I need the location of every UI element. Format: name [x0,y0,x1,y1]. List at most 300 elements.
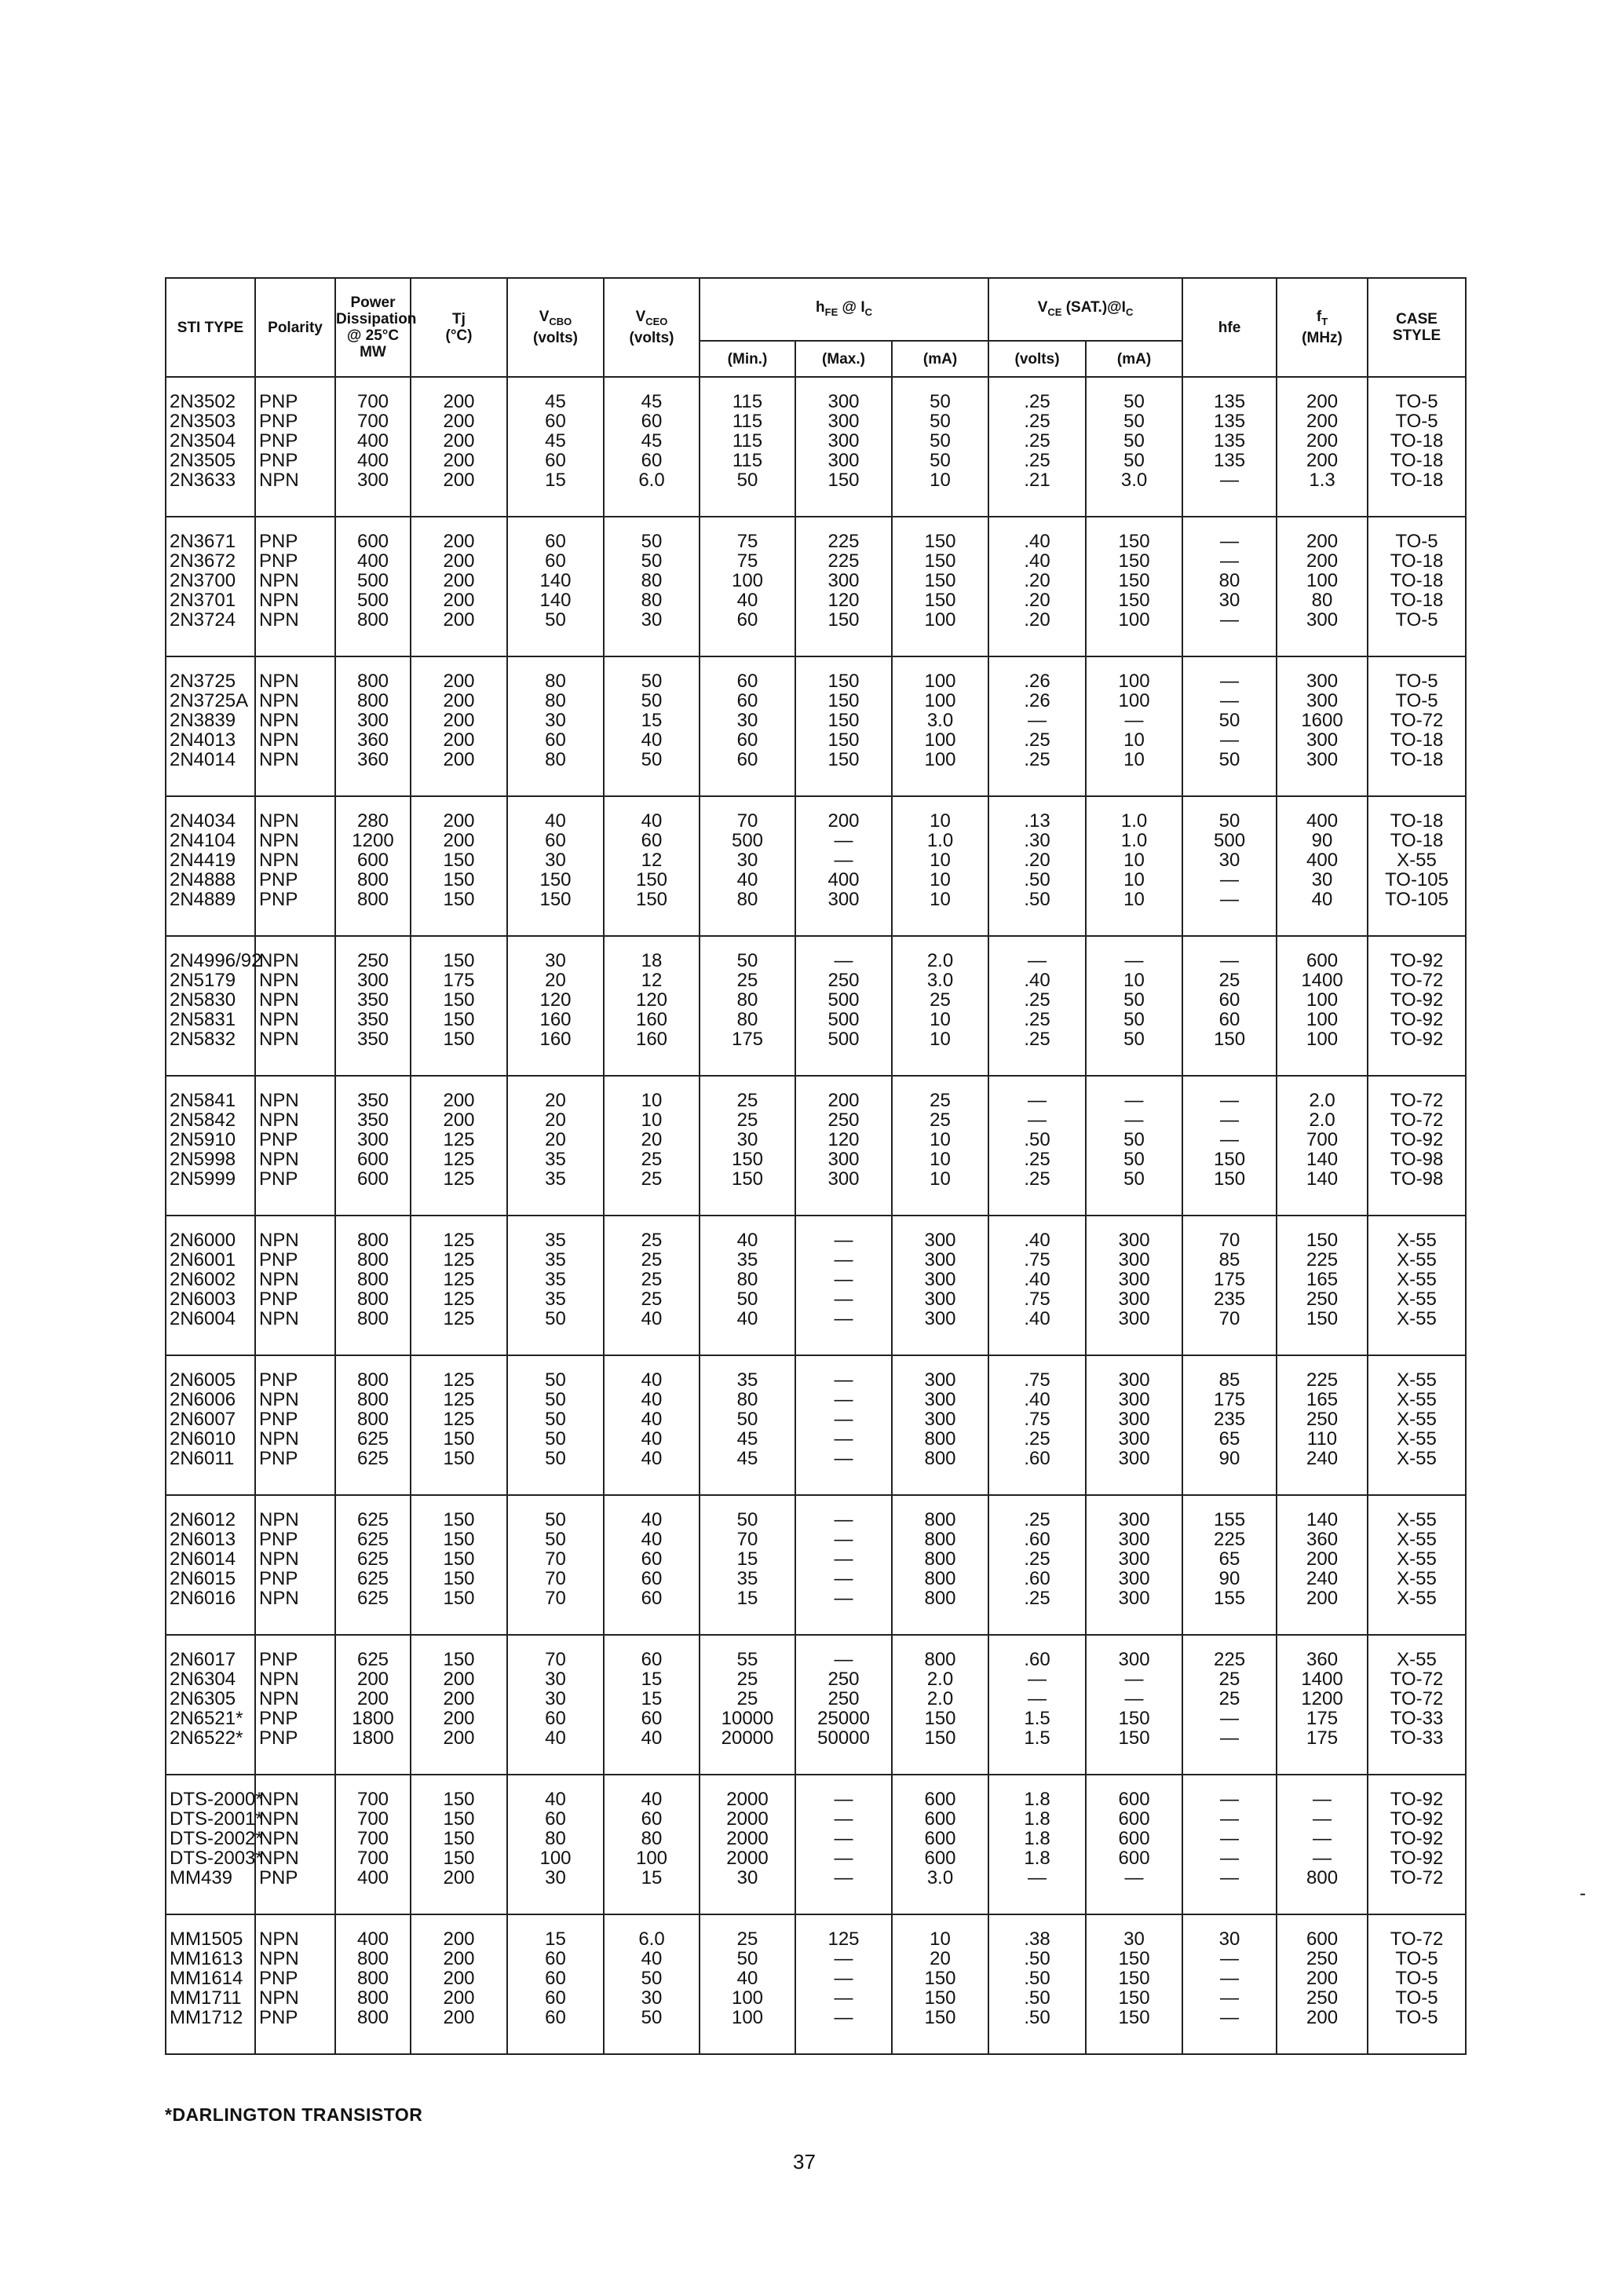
cell-tj [411,936,507,1076]
cell-value: 350 [356,1110,389,1131]
cell-value: .26 [1024,671,1050,692]
cell-value: 2N6012 [170,1509,236,1530]
cell-value: 200 [1306,531,1339,552]
cell-value: 800 [924,1509,956,1530]
cell-vceo [604,517,700,656]
cell-value: TO-5 [1395,2007,1438,2028]
power-line-2: Dissipation [336,311,417,327]
cell-value: TO-18 [1390,470,1444,491]
cell-value: 12 [641,850,663,871]
cell-value: 125 [443,1168,475,1190]
cell-value: 10 [1123,970,1145,991]
cell-value: 50 [641,531,663,552]
cell-value: .50 [1024,889,1050,910]
tj-line-2: (°C) [445,327,473,344]
cell-value: 50 [736,470,758,491]
cell-value: 25 [1218,970,1240,991]
cell-hfe-ma [892,796,988,936]
cell-value: 150 [443,1428,475,1450]
cell-value: 2N6006 [170,1389,236,1410]
cell-value: 140 [539,590,572,611]
cell-value: PNP [259,869,298,890]
cell-value: 160 [539,1009,572,1030]
cell-value: TO-92 [1390,950,1444,971]
cell-value: 150 [924,531,956,552]
cell-value: 10 [1123,729,1145,751]
cell-value: 200 [443,830,475,851]
cell-value: 50 [545,1369,566,1391]
cell-value: 40 [736,1230,758,1251]
case-line-2: STYLE [1392,327,1441,344]
cell-value: 150 [443,1848,475,1869]
cell-value: NPN [259,1009,299,1030]
cell-value: 300 [827,450,860,471]
cell-value: 2.0 [1309,1110,1335,1131]
table-row [166,1076,1466,1216]
cell-hfe-max [795,1495,892,1635]
cell-hfe-ma [892,1355,988,1495]
cell-value: 2N6014 [170,1548,236,1570]
cell-value: 2000 [726,1789,769,1810]
header-power-dissipation [335,278,417,377]
cell-value: 350 [356,989,389,1011]
cell-value: 200 [443,810,475,832]
cell-value: 400 [1306,850,1339,871]
cell-value: — [1220,889,1240,910]
cell-hfe [1182,1216,1277,1355]
cell-vce-volts [988,656,1086,796]
cell-value: 150 [443,1448,475,1469]
cell-value: 200 [1306,1588,1339,1609]
cell-vcbo [507,1216,604,1355]
cell-value: TO-98 [1390,1149,1444,1170]
cell-value: 3.0 [926,1867,954,1888]
cell-value: PNP [259,1649,298,1670]
cell-value: 125 [443,1269,475,1290]
cell-value: NPN [259,1789,299,1810]
cell-value: 60 [641,450,663,471]
cell-type [166,1635,255,1775]
cell-value: 600 [356,1168,389,1190]
cell-value: — [834,1948,853,1969]
cell-value: 150 [443,1509,475,1530]
cell-value: 2.0 [1309,1090,1335,1111]
cell-value: 50 [736,1948,758,1969]
cell-value: 300 [1118,1649,1150,1670]
cell-value: 300 [924,1230,956,1251]
cell-polarity [255,1355,335,1495]
cell-value: 300 [924,1308,956,1329]
cell-ft [1277,1076,1368,1216]
cell-value: 10 [930,470,951,491]
cell-tj [411,1216,507,1355]
cell-value: 25 [930,1110,951,1131]
cell-value: 200 [443,450,475,471]
cell-value: 1.5 [1024,1708,1050,1729]
cell-value: 200 [443,411,475,432]
cell-value: 80 [545,690,566,711]
cell-polarity [255,1495,335,1635]
cell-value: 150 [443,989,475,1011]
cell-value: X-55 [1397,1509,1437,1530]
cell-value: 60 [736,749,758,770]
cell-value: 140 [1306,1168,1339,1190]
cell-hfe-min [700,1355,795,1495]
cell-value: 30 [736,710,758,731]
cell-value: MM1712 [170,2007,243,2028]
cell-value: 80 [545,671,566,692]
cell-value: 40 [736,869,758,890]
cell-value: 150 [443,1568,475,1589]
cell-value: 135 [1214,450,1246,471]
cell-value: 50 [545,1448,566,1469]
cell-value: 10 [1123,850,1145,871]
cell-value: TO-72 [1390,1669,1444,1690]
cell-value: 50 [641,550,663,572]
cell-value: 150 [924,590,956,611]
cell-value: .50 [1024,1987,1050,2009]
cell-value: 300 [924,1269,956,1290]
cell-tj [411,377,507,517]
cell-value: 150 [443,1529,475,1550]
cell-ft [1277,1775,1368,1914]
cell-value: 2N3504 [170,430,236,452]
cell-hfe-max [795,1076,892,1216]
cell-value: 800 [924,1588,956,1609]
cell-value: 60 [545,411,566,432]
cell-value: — [1220,2007,1240,2028]
cell-value: 625 [356,1588,389,1609]
cell-value: 80 [736,1389,758,1410]
table-row [166,1914,1466,2054]
cell-tj [411,517,507,656]
cell-value: 300 [924,1289,956,1310]
cell-value: — [834,1649,853,1670]
cell-value: TO-92 [1390,1009,1444,1030]
cell-value: PNP [259,411,298,432]
cell-value: 50 [930,450,951,471]
cell-value: 50 [641,690,663,711]
cell-value: 2N6005 [170,1369,236,1391]
cell-hfe-ma [892,1635,988,1775]
vceo-unit: (volts) [629,329,674,346]
cell-value: 150 [924,2007,956,2028]
cell-value: TO-18 [1390,430,1444,452]
cell-value: 20 [545,1110,566,1131]
cell-value: 70 [736,810,758,832]
cell-hfe-min [700,1216,795,1355]
cell-value: 70 [1218,1230,1240,1251]
cell-value: 150 [1118,1968,1150,1989]
cell-value: 2N3724 [170,609,236,631]
cell-value: 800 [356,1948,389,1969]
cell-value: 50 [1123,430,1145,452]
cell-hfe-min [700,656,795,796]
cell-value: NPN [259,690,299,711]
cell-value: .25 [1024,450,1050,471]
cell-value: 200 [443,1727,475,1749]
cell-value: 70 [545,1548,566,1570]
cell-value: 300 [356,970,389,991]
cell-value: 80 [736,989,758,1011]
cell-value: 60 [641,1708,663,1729]
cell-value: .25 [1024,430,1050,452]
cell-value: .25 [1024,989,1050,1011]
cell-value: 50 [641,1968,663,1989]
cell-value: 140 [1306,1149,1339,1170]
cell-value: 1.8 [1024,1848,1050,1869]
cell-value: — [834,1808,853,1830]
cell-value: 50 [1218,810,1240,832]
cell-value: PNP [259,1968,298,1989]
cell-hfe-min [700,377,795,517]
cell-value: NPN [259,470,299,491]
header-vce-sat-at-ic [988,278,1182,341]
cell-value: 125 [443,1409,475,1430]
cell-value: 200 [443,1987,475,2009]
cell-value: 85 [1218,1369,1240,1391]
cell-value: 200 [443,1110,475,1131]
page-number: 37 [793,2150,816,2174]
cell-value: 30 [545,710,566,731]
cell-value: — [1124,950,1144,971]
cell-value: 1.8 [1024,1808,1050,1830]
cell-value: .75 [1024,1369,1050,1391]
cell-case [1368,1216,1466,1355]
cell-value: NPN [259,1389,299,1410]
cell-value: 10 [930,1929,951,1950]
cell-ft [1277,1495,1368,1635]
cell-value: 350 [356,1090,389,1111]
cell-value: — [1220,869,1240,890]
cell-value: 700 [356,1848,389,1869]
cell-value: 60 [545,531,566,552]
cell-value: 2.0 [926,950,954,971]
cell-value: 115 [732,450,763,471]
cell-value: 200 [443,2007,475,2028]
cell-value: 100 [924,671,956,692]
cell-value: 2N5179 [170,970,236,991]
cell-value: — [834,1289,853,1310]
cell-value: 1.5 [1024,1727,1050,1749]
cell-value: — [1313,1828,1332,1849]
header-vce-ma: (mA) [1086,341,1182,377]
cell-value: 2N4013 [170,729,236,751]
cell-value: 45 [736,1428,758,1450]
cell-value: 30 [1218,590,1240,611]
cell-value: 25 [736,1688,758,1709]
cell-value: 150 [1306,1308,1339,1329]
cell-value: 60 [641,1568,663,1589]
cell-value: 2N6010 [170,1428,236,1450]
cell-value: 600 [356,850,389,871]
cell-value: 600 [1306,1929,1339,1950]
cell-value: 30 [641,609,663,631]
cell-value: 225 [827,550,860,572]
cell-value: 600 [1118,1848,1150,1869]
cell-value: 100 [731,2007,764,2028]
cell-value: 800 [924,1428,956,1450]
cell-value: 300 [827,411,860,432]
cell-value: 25 [736,1929,758,1950]
cell-value: .60 [1024,1448,1050,1469]
cell-value: 1200 [352,830,394,851]
cell-value: 10 [930,1029,951,1050]
cell-value: 150 [443,1828,475,1849]
cell-value: 100 [924,749,956,770]
cell-value: — [1220,690,1240,711]
cell-value: 30 [736,1867,758,1888]
cell-value: 50 [545,1428,566,1450]
cell-value: 50 [1218,710,1240,731]
cell-hfe [1182,1914,1277,2054]
cell-value: — [1313,1789,1332,1810]
cell-value: 40 [641,810,663,832]
table-row [166,1635,1466,1775]
cell-value: — [1028,1090,1047,1111]
cell-value: 10 [641,1090,663,1111]
cell-value: 200 [827,810,860,832]
cell-power [335,1914,411,2054]
header-polarity: Polarity [255,278,335,377]
cell-value: 625 [356,1448,389,1469]
cell-hfe-max [795,796,892,936]
cell-value: PNP [259,430,298,452]
cell-value: 30 [736,850,758,871]
cell-value: 10 [930,1149,951,1170]
cell-value: 250 [827,1110,860,1131]
cell-power [335,1775,411,1914]
header-small-signal-hfe: hfe [1182,278,1277,377]
cell-value: NPN [259,989,299,1011]
cell-value: 30 [1218,850,1240,871]
cell-value: NPN [259,1808,299,1830]
cell-value: 100 [924,609,956,631]
cell-value: 280 [356,810,389,832]
cell-value: 800 [924,1568,956,1589]
cell-value: PNP [259,1168,298,1190]
cell-value: 150 [443,1649,475,1670]
cell-value: TO-18 [1390,450,1444,471]
cell-value: .40 [1024,1308,1050,1329]
cell-value: 800 [924,1649,956,1670]
cell-value: 250 [1306,1987,1339,2009]
cell-vce-volts [988,517,1086,656]
cell-type [166,656,255,796]
cell-value: 35 [545,1249,566,1270]
cell-value: 125 [827,1929,860,1950]
header-vcbo [507,278,604,377]
cell-value: 300 [1118,1369,1150,1391]
cell-value: 700 [1306,1129,1339,1150]
cell-value: 700 [356,1808,389,1830]
cell-value: 625 [356,1428,389,1450]
power-line-1: Power [350,294,396,311]
cell-tj [411,1495,507,1635]
header-case-style [1368,278,1466,377]
cell-value: 100 [539,1848,572,1869]
cell-value: 125 [443,1308,475,1329]
cell-value: 80 [641,1828,663,1849]
cell-value: 165 [1306,1269,1339,1290]
cell-value: 1800 [352,1727,394,1749]
table-row [166,796,1466,936]
cell-value: — [1220,950,1240,971]
cell-value: 60 [641,1649,663,1670]
cell-value: X-55 [1397,1448,1437,1469]
cell-value: 10 [930,1009,951,1030]
cell-vcbo [507,1076,604,1216]
cell-value: 40 [641,1448,663,1469]
cell-value: 50 [736,950,758,971]
header-vce-volts: (volts) [988,341,1086,377]
cell-ft [1277,377,1368,517]
cell-value: 1400 [1301,1669,1343,1690]
cell-value: 500 [356,570,389,591]
cell-value: 200 [443,1948,475,1969]
cell-vcbo [507,1495,604,1635]
cell-value: 300 [1118,1308,1150,1329]
cell-value: 400 [356,450,389,471]
cell-value: 700 [356,411,389,432]
cell-vceo [604,1076,700,1216]
cell-value: 125 [443,1389,475,1410]
cell-value: 2N3725A [170,690,249,711]
cell-value: — [1220,1828,1240,1849]
cell-value: 400 [356,550,389,572]
tj-line-1: Tj [452,311,466,327]
cell-value: 70 [545,1649,566,1670]
cell-value: — [834,1789,853,1810]
cell-value: TO-72 [1390,1688,1444,1709]
cell-value: 135 [1214,430,1246,452]
cell-vce-volts [988,1076,1086,1216]
table-row [166,1355,1466,1495]
cell-value: 3.0 [926,710,954,731]
cell-hfe-ma [892,1216,988,1355]
cell-value: — [834,1308,853,1329]
cell-value: 115 [732,430,763,452]
cell-value: 800 [356,1249,389,1270]
cell-value: 50 [736,1509,758,1530]
cell-value: PNP [259,1448,298,1469]
cell-value: 165 [1306,1389,1339,1410]
cell-value: 150 [635,889,668,910]
cell-value: 300 [1118,1568,1150,1589]
cell-value: 2N6000 [170,1230,236,1251]
cell-value: 60 [1218,989,1240,1011]
ft-subscript: T [1321,315,1328,327]
cell-vceo [604,796,700,936]
cell-value: 6.0 [638,470,665,491]
cell-value: X-55 [1397,1369,1437,1391]
header-hfe-ma: (mA) [892,341,988,377]
cell-value: 40 [641,1409,663,1430]
cell-value: 300 [924,1389,956,1410]
cell-value: — [1313,1848,1332,1869]
cell-value: 200 [443,1867,475,1888]
ft-unit: (MHz) [1302,329,1343,346]
cell-value: 40 [641,729,663,751]
cell-value: NPN [259,1149,299,1170]
cell-value: 80 [641,590,663,611]
cell-value: 120 [827,1129,860,1150]
cell-value: 300 [1306,671,1339,692]
cell-value: TO-92 [1390,1848,1444,1869]
cell-value: 360 [1306,1649,1339,1670]
cell-value: 150 [827,729,860,751]
cell-value: NPN [259,749,299,770]
